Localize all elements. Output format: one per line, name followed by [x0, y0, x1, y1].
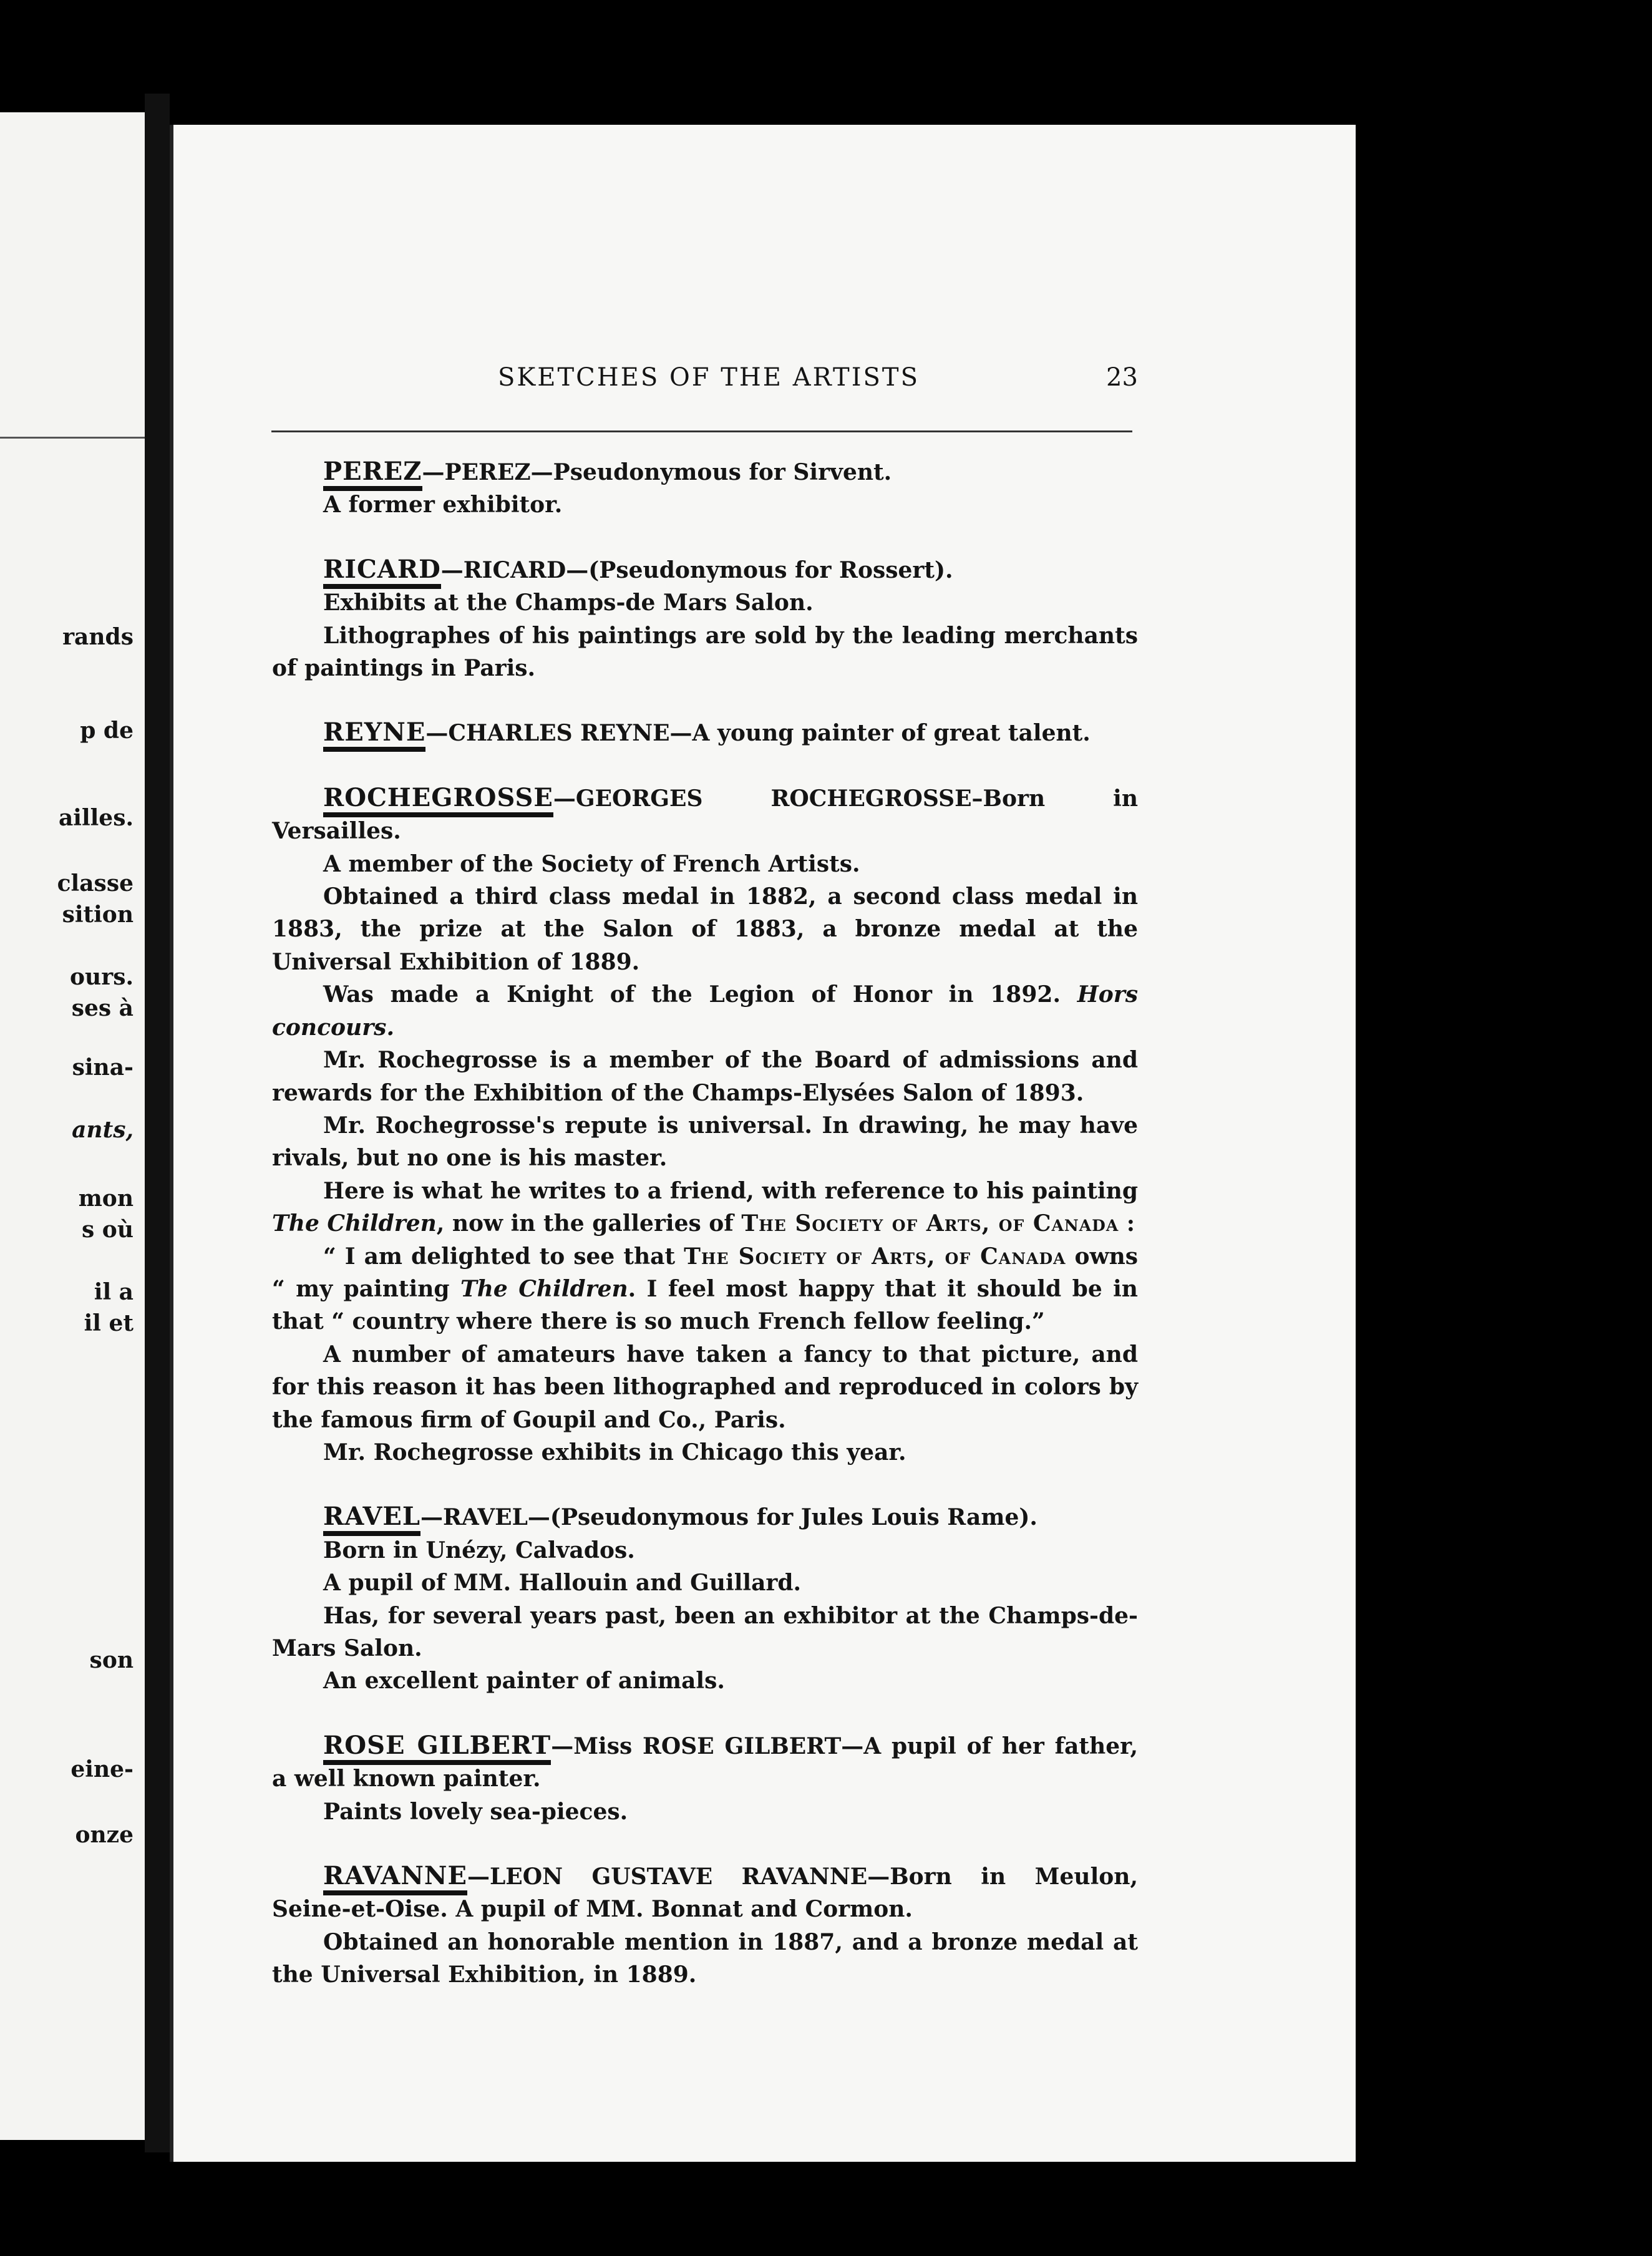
- entry-line: Obtained a third class medal in 1882, a second class medal in 1883, the prize at the Salon of 1883, a bronze medal at the Universal Exhibition of 1889.: [272, 883, 1138, 975]
- entry-head: —Miss ROSE GILBERT—A pupil of her father, a well known painter.: [272, 1733, 1139, 1792]
- entry-line: Mr. Rochegrosse's repute is universal. In drawing, he may have rivals, but no one is his master.: [272, 1112, 1138, 1172]
- book-gutter: [145, 94, 170, 2152]
- entry-line: Mr. Rochegrosse is a member of the Board of admissions and rewards for the Exhibition of the Champs-Elysées Salon of 1893.: [272, 1047, 1138, 1106]
- entry-line: Born in Unézy, Calvados.: [323, 1537, 635, 1563]
- entry-head: —RAVEL—(Pseudonymous for Jules Louis Rame).: [420, 1504, 1037, 1531]
- entry-line: Lithographes of his paintings are sold by the leading merchants of paintings in Paris.: [272, 622, 1138, 682]
- left-text-fragment: ses à: [71, 995, 134, 1021]
- entry-name: RAVANNE: [323, 1861, 467, 1895]
- left-text-fragment: eine-: [70, 1756, 134, 1782]
- entry-head: —LEON GUSTAVE RAVANNE—Born in Meulon, Seine-et-Oise. A pupil of MM. Bonnat and Cormon.: [272, 1864, 1138, 1923]
- entry-head: —RICARD—(Pseudonymous for Rossert).: [440, 557, 953, 583]
- left-text-fragment: onze: [75, 1822, 134, 1848]
- header-rule: [271, 430, 1132, 432]
- letter-quote: [272, 1240, 1138, 1338]
- left-text-fragment: p de: [80, 717, 134, 744]
- entry-line: A number of amateurs have taken a fancy to that picture, and for this reason it has been lithographed and reproduced in colors by the famous firm of Goupil and Co., Paris.: [272, 1341, 1138, 1433]
- entry-line: Obtained an honorable mention in 1887, and a bronze medal at the Universal Exhibition, in 1889.: [272, 1928, 1138, 1988]
- letter-text: Here is what he writes to a friend, with reference to his painting: [323, 1177, 1138, 1204]
- left-text-fragment: mon: [78, 1185, 134, 1212]
- entry-line: An excellent painter of animals.: [323, 1668, 725, 1694]
- entry-line: A former exhibitor.: [323, 492, 563, 518]
- entry-name: RICARD: [323, 555, 441, 589]
- society-name: The Society of Arts, of Canada: [741, 1210, 1119, 1237]
- entry-line: Has, for several years past, been an exhibitor at the Champs-de-Mars Salon.: [272, 1602, 1138, 1661]
- left-page-rule: [0, 437, 145, 439]
- entry-line: [272, 978, 1138, 1044]
- letter-text: :: [1119, 1210, 1135, 1237]
- entry-line: Exhibits at the Champs-de Mars Salon.: [323, 590, 814, 616]
- right-page: [170, 125, 1356, 2162]
- entry-name: ROSE GILBERT: [323, 1731, 551, 1765]
- entry-head: —PEREZ—Pseudonymous for Sirvent.: [422, 459, 892, 485]
- hors-concours: Hors concours.: [272, 981, 1138, 1041]
- entry-name: REYNE: [323, 717, 425, 752]
- letter-text: , now in the galleries of: [436, 1210, 742, 1237]
- left-page-fragment: [0, 112, 145, 2140]
- painting-title: The Children: [460, 1275, 628, 1302]
- society-name: The Society of Arts, of Canada: [684, 1243, 1066, 1270]
- letter-text: “ I am delighted to see that: [323, 1243, 684, 1270]
- left-text-fragment: classe: [57, 870, 134, 897]
- running-title: SKETCHES OF THE ARTISTS: [498, 363, 920, 392]
- left-text-fragment: il a: [94, 1279, 134, 1305]
- entry-name: PEREZ: [323, 457, 422, 491]
- page-header: [173, 363, 1356, 401]
- left-text-fragment: ailles.: [58, 805, 134, 831]
- entry-head: —CHARLES REYNE—A young painter of great talent.: [425, 720, 1091, 747]
- entry-reyne: [272, 716, 1138, 749]
- page-number: 23: [1106, 363, 1138, 392]
- left-text-fragment: sition: [62, 902, 134, 928]
- entry-line: Paints lovely sea-pieces.: [323, 1798, 628, 1825]
- entry-rose-gilbert: [272, 1729, 1138, 1828]
- entry-head: —GEORGES ROCHEGROSSE–Born in Versailles.: [272, 785, 1138, 845]
- entry-name: RAVEL: [323, 1502, 420, 1536]
- entries: [272, 455, 1138, 2023]
- entry-ricard: [272, 553, 1138, 685]
- left-text-fragment: ours.: [70, 964, 134, 990]
- letter-text: owns “ my painting: [272, 1243, 1139, 1302]
- entry-rochegrosse: [272, 782, 1138, 1469]
- entry-perez: [272, 455, 1138, 522]
- left-text-fragment: rands: [62, 624, 134, 650]
- left-text-fragment: son: [89, 1647, 134, 1673]
- entry-line: Mr. Rochegrosse exhibits in Chicago this year.: [323, 1439, 906, 1466]
- left-text-fragment: il et: [84, 1310, 134, 1336]
- letter-text: . I feel most happy that it should be in that “ country where there is so much French fellow feeling.”: [272, 1275, 1138, 1335]
- entry-name: ROCHEGROSSE: [323, 783, 553, 817]
- entry-line: A member of the Society of French Artists.: [323, 850, 860, 877]
- entry-ravel: [272, 1500, 1138, 1697]
- letter-intro: [272, 1175, 1138, 1240]
- left-text-fragment: sina-: [72, 1054, 134, 1081]
- left-text-fragment: ants,: [72, 1117, 134, 1143]
- entry-line: A pupil of MM. Hallouin and Guillard.: [323, 1570, 802, 1597]
- painting-title: The Children: [272, 1210, 437, 1237]
- entry-ravanne: [272, 1860, 1138, 1991]
- knight-text: Was made a Knight of the Legion of Honor in 1892.: [323, 981, 1077, 1008]
- left-text-fragment: s où: [82, 1217, 134, 1243]
